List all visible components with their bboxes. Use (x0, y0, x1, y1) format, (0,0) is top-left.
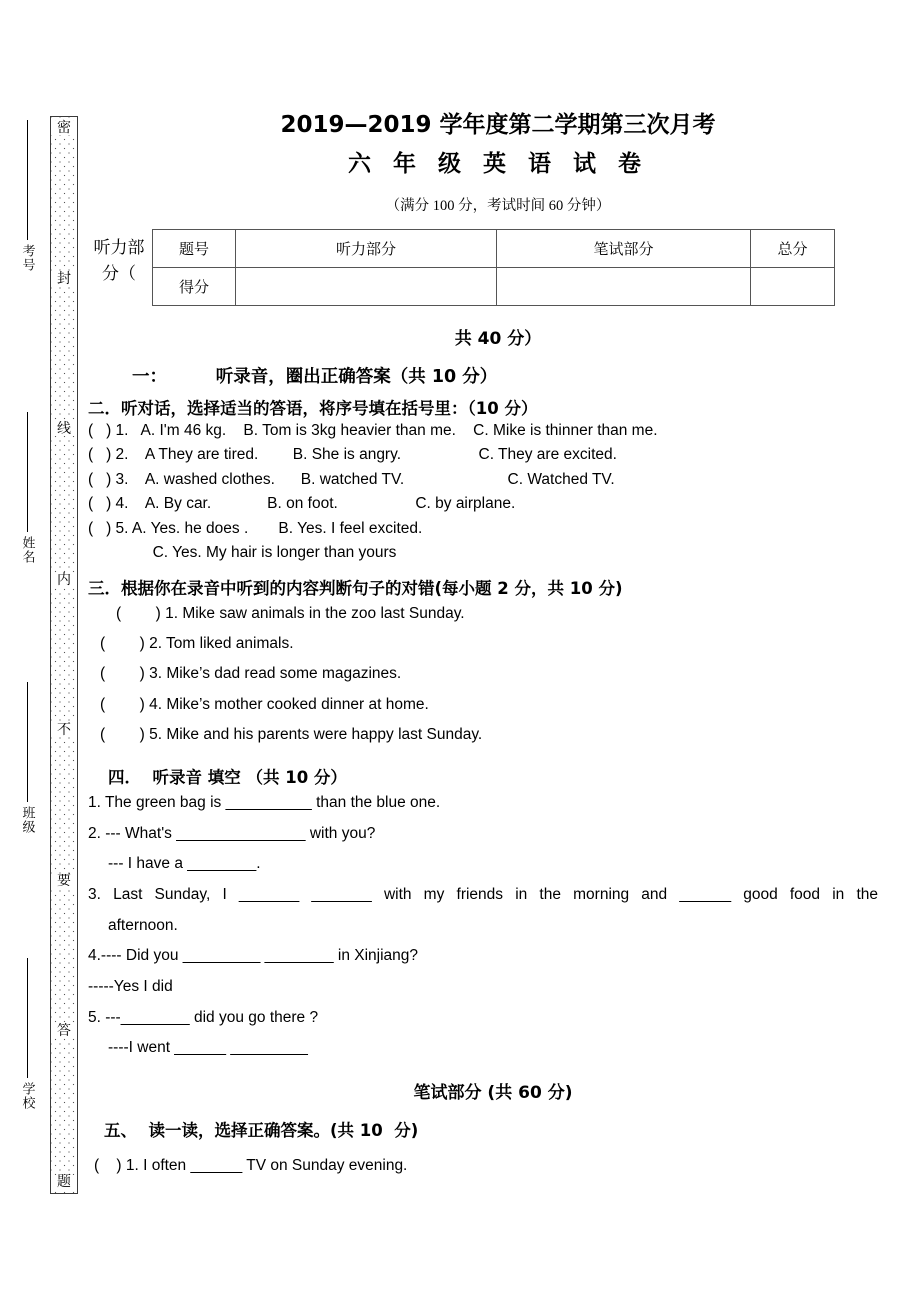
question-item-answer[interactable]: ----I went ______ _________ (108, 1039, 308, 1057)
question-item[interactable]: ( ) 2. Tom liked animals. (100, 635, 294, 653)
write-rule (27, 120, 28, 240)
exam-sheet (86, 0, 920, 1302)
table-row-label: 得分 (153, 267, 236, 305)
question-item-continuation: afternoon. (108, 916, 178, 934)
seal-char: 答 (51, 1024, 77, 1038)
table-row (153, 267, 835, 305)
question-item[interactable]: ( ) 1. A. I'm 46 kg. B. Tom is 3kg heavier than me. C. Mike is thinner than me. (88, 421, 658, 439)
section-4-heading: 四． 听录音 填空 （共 10 分） (108, 767, 347, 787)
question-item-answer[interactable]: -----Yes I did (88, 978, 173, 996)
exam-title: 2019—2019 学年度第二学期第三次月考 (280, 112, 716, 138)
score-input-cell-total[interactable] (751, 267, 835, 305)
seal-char: 密 (51, 121, 77, 135)
question-item[interactable]: ( ) 4. Mike’s mother cooked dinner at home. (100, 695, 429, 713)
question-item[interactable]: 2. --- What's _______________ with you? (88, 824, 376, 842)
seal-char: 不 (51, 723, 77, 737)
write-rule (27, 412, 28, 532)
table-header-cell: 笔试部分 (497, 229, 751, 267)
table-header-cell: 总分 (751, 229, 835, 267)
section-5-heading: 五、 读一读，选择正确答案。(共 10 分) (104, 1121, 419, 1141)
section-2-heading: 二．听对话，选择适当的答语，将序号填在括号里：（10 分） (88, 398, 538, 418)
score-table-row (86, 229, 920, 306)
seal-char: 题 (51, 1175, 77, 1189)
question-item-continuation[interactable]: C. Yes. My hair is longer than yours (88, 544, 397, 562)
question-item[interactable]: ( ) 3. A. washed clothes. B. watched TV. C. Watched TV. (88, 470, 615, 488)
seal-margin (0, 0, 86, 1302)
write-rule (27, 958, 28, 1078)
table-header-cell: 题号 (153, 229, 236, 267)
seal-line-strip (50, 116, 78, 1194)
seal-label-text: 姓名 (19, 536, 35, 564)
seal-char: 内 (51, 573, 77, 587)
score-input-cell-listening[interactable] (236, 267, 497, 305)
seal-label-text: 考号 (19, 244, 35, 272)
question-item[interactable]: ( ) 5. A. Yes. he does . B. Yes. I feel excited. (88, 519, 423, 537)
score-table-side-label: 听力部分（ (93, 237, 145, 285)
question-item-answer[interactable]: --- I have a ________. (108, 855, 261, 873)
score-table (152, 229, 835, 306)
table-header-row (153, 229, 835, 267)
question-item[interactable]: ( ) 1. Mike saw animals in the zoo last Sunday. (116, 604, 465, 622)
question-item[interactable]: 3. Last Sunday, I _______ _______ with my friends in the morning and ______ good food in the (88, 886, 878, 903)
section-3-heading: 三．根据你在录音中听到的内容判断句子的对错(每小题 2 分，共 10 分) (88, 578, 623, 598)
title-block (86, 0, 920, 215)
question-item[interactable]: ( ) 5. Mike and his parents were happy last Sunday. (100, 725, 483, 743)
seal-label-xingming (12, 412, 42, 564)
listening-total-score: 共 40 分） (454, 328, 542, 349)
question-item[interactable]: ( ) 2. A They are tired. B. She is angry. C. They are excited. (88, 446, 617, 464)
seal-char: 封 (51, 272, 77, 286)
seal-label-column (12, 120, 42, 1195)
question-item[interactable]: ( ) 4. A. By car. B. on foot. C. by airplane. (88, 495, 516, 513)
seal-char: 线 (51, 422, 77, 436)
seal-label-kaohao (12, 120, 42, 272)
subject-title: 六 年 级 英 语 试 卷 (347, 151, 649, 178)
question-item[interactable]: 1. The green bag is __________ than the blue one. (88, 793, 441, 811)
seal-label-text: 学校 (19, 1082, 35, 1110)
question-item[interactable]: ( ) 3. Mike’s dad read some magazines. (100, 665, 402, 683)
seal-label-banji (12, 682, 42, 834)
score-input-cell-written[interactable] (497, 267, 751, 305)
written-part-heading: 笔试部分 (共 60 分) (413, 1083, 573, 1104)
question-item[interactable]: 4.---- Did you _________ ________ in Xinjiang? (88, 947, 419, 965)
table-header-cell: 听力部分 (236, 229, 497, 267)
score-note: （满分 100 分，考试时间 60 分钟） (385, 197, 611, 214)
seal-char: 要 (51, 874, 77, 888)
seal-label-xuexiao (12, 958, 42, 1110)
question-item[interactable]: 5. ---________ did you go there ? (88, 1008, 319, 1026)
question-item[interactable]: ( ) 1. I often ______ TV on Sunday evening. (94, 1157, 408, 1175)
section-1-heading: 一： 听录音，圈出正确答案（共 10 分） (132, 366, 498, 387)
write-rule (27, 682, 28, 802)
seal-label-text: 班级 (19, 806, 35, 834)
